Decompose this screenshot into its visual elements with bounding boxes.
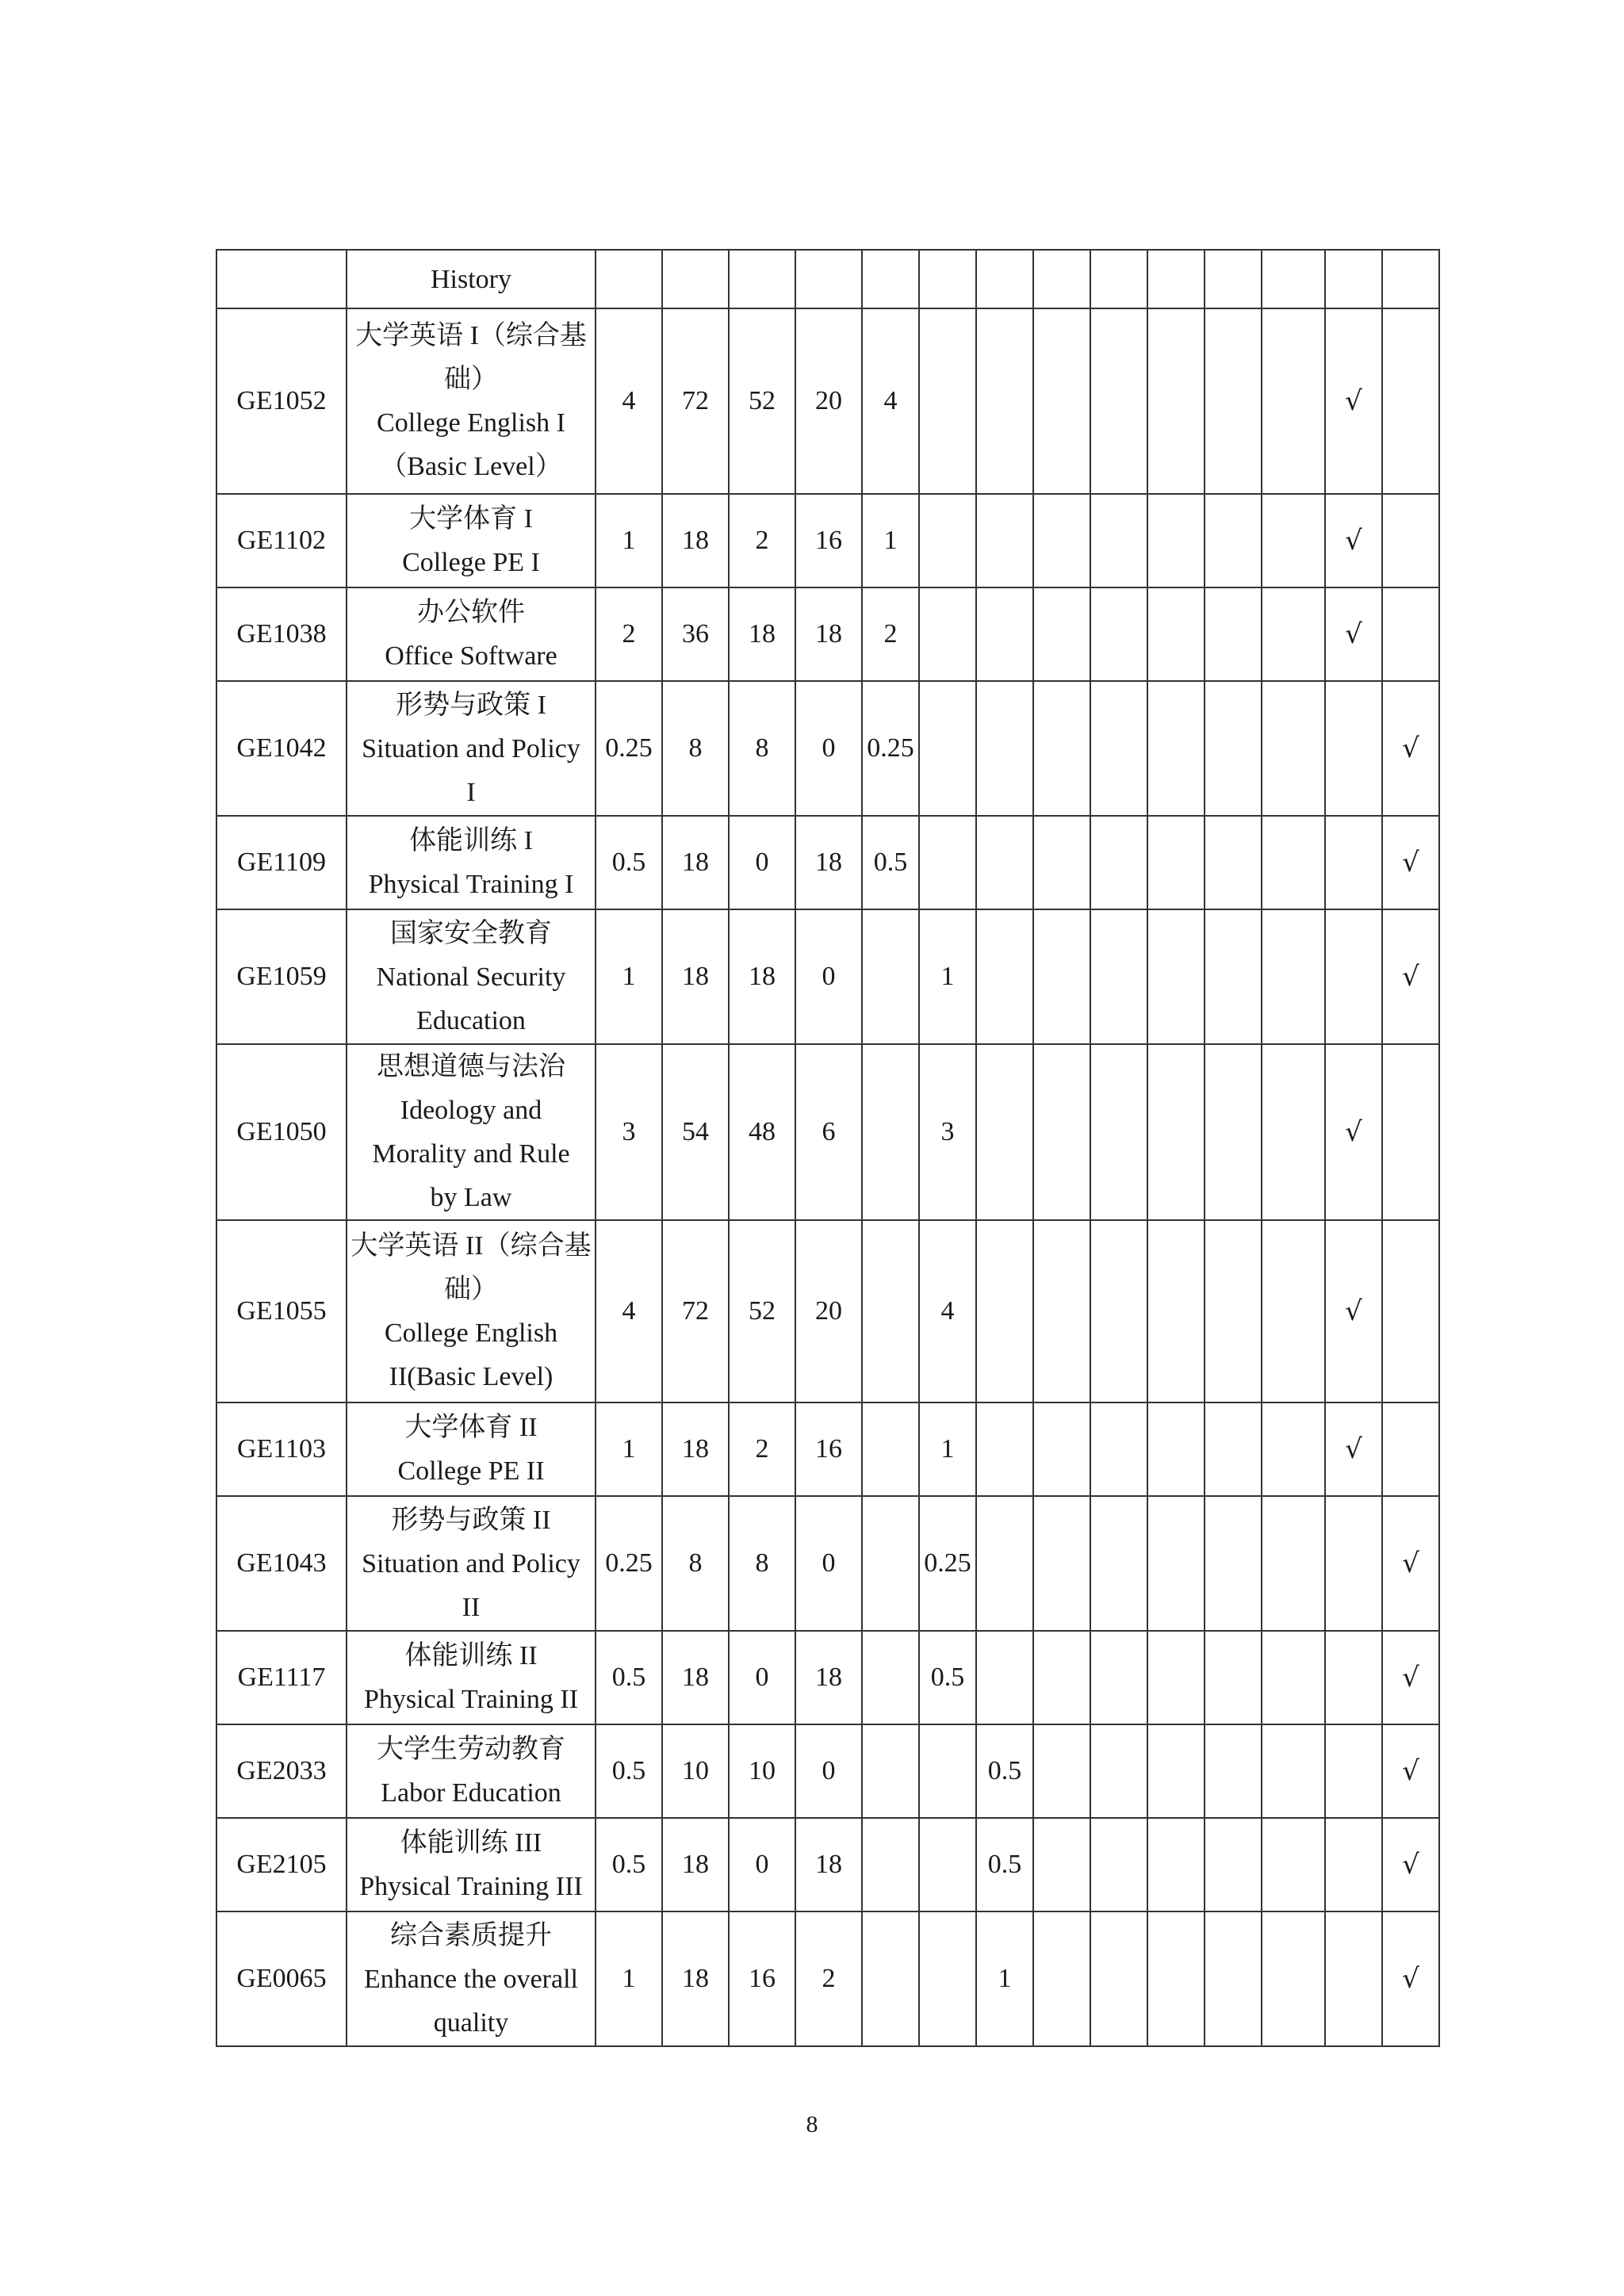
value-cell: 4: [919, 1220, 976, 1402]
value-cell: 0: [729, 1818, 795, 1911]
value-cell: 0.5: [976, 1818, 1033, 1911]
course-name-line: College English: [384, 1318, 558, 1348]
value-cell: 0: [795, 681, 862, 816]
value-cell: [1382, 1220, 1439, 1402]
check-mark-cell: √: [1382, 1724, 1439, 1818]
value-cell: [1090, 909, 1147, 1044]
value-cell: [1262, 308, 1325, 494]
course-name-line: College English I: [377, 408, 565, 438]
value-cell: [1033, 250, 1090, 308]
value-cell: 18: [795, 816, 862, 909]
value-cell: 0.25: [919, 1496, 976, 1631]
value-cell: 0: [729, 816, 795, 909]
value-cell: [919, 494, 976, 587]
value-cell: 0.5: [862, 816, 919, 909]
course-name-line: National Security: [376, 962, 566, 992]
value-cell: [862, 1724, 919, 1818]
value-cell: [1262, 1818, 1325, 1911]
value-cell: [1147, 681, 1205, 816]
value-cell: [1325, 1911, 1382, 2046]
value-cell: [919, 250, 976, 308]
value-cell: [1262, 1044, 1325, 1220]
value-cell: [1147, 909, 1205, 1044]
value-cell: [976, 1402, 1033, 1496]
course-name-cell: [347, 250, 596, 308]
course-name-line: I: [466, 777, 476, 807]
course-name-line: （Basic Level）: [380, 452, 562, 481]
value-cell: [662, 250, 729, 308]
course-name-line: 大学体育 I: [409, 504, 533, 534]
table-row: [216, 1044, 1439, 1220]
value-cell: [1147, 1496, 1205, 1631]
course-name-cell: [347, 1631, 596, 1724]
course-name-line: 大学体育 II: [404, 1413, 538, 1442]
value-cell: [1033, 1631, 1090, 1724]
value-cell: [862, 909, 919, 1044]
value-cell: [862, 1631, 919, 1724]
value-cell: [976, 308, 1033, 494]
value-cell: [1382, 587, 1439, 681]
value-cell: [1090, 494, 1147, 587]
value-cell: [1205, 308, 1262, 494]
check-mark-cell: √: [1325, 1044, 1382, 1220]
value-cell: [1205, 1631, 1262, 1724]
value-cell: 18: [795, 1818, 862, 1911]
value-cell: 4: [596, 1220, 662, 1402]
value-cell: [1090, 1818, 1147, 1911]
value-cell: [1205, 1724, 1262, 1818]
course-code-cell: GE1038: [216, 587, 347, 681]
course-name-cell: [347, 816, 596, 909]
course-code-cell: GE1050: [216, 1044, 347, 1220]
check-mark-cell: √: [1325, 308, 1382, 494]
value-cell: [1090, 1220, 1147, 1402]
value-cell: [1147, 1818, 1205, 1911]
value-cell: [862, 1911, 919, 2046]
value-cell: [919, 1818, 976, 1911]
value-cell: 0.5: [596, 1724, 662, 1818]
course-name-line: 国家安全教育: [390, 918, 552, 948]
course-code-cell: GE2105: [216, 1818, 347, 1911]
table-row: [216, 681, 1439, 816]
check-mark-cell: √: [1325, 1402, 1382, 1496]
value-cell: 18: [795, 587, 862, 681]
value-cell: [729, 250, 795, 308]
course-name-line: 形势与政策 I: [396, 690, 546, 720]
value-cell: [862, 1402, 919, 1496]
value-cell: [1147, 1631, 1205, 1724]
course-code-cell: GE1117: [216, 1631, 347, 1724]
value-cell: [1262, 1496, 1325, 1631]
value-cell: [1033, 681, 1090, 816]
value-cell: [1262, 250, 1325, 308]
value-cell: [1147, 1402, 1205, 1496]
value-cell: [1382, 1402, 1439, 1496]
value-cell: [976, 816, 1033, 909]
value-cell: 1: [596, 494, 662, 587]
value-cell: [1325, 909, 1382, 1044]
course-name-line: quality: [433, 2007, 509, 2038]
course-name-line: Physical Training I: [368, 870, 574, 899]
value-cell: [795, 250, 862, 308]
value-cell: [1090, 1911, 1147, 2046]
course-table-body: [216, 250, 1439, 2046]
value-cell: [1205, 250, 1262, 308]
course-name-cell: [347, 1044, 596, 1220]
course-name-line: 体能训练 I: [409, 826, 533, 855]
value-cell: [919, 587, 976, 681]
check-mark-cell: √: [1382, 1496, 1439, 1631]
value-cell: 0.5: [919, 1631, 976, 1724]
value-cell: 48: [729, 1044, 795, 1220]
value-cell: 0.5: [596, 816, 662, 909]
value-cell: [1033, 1220, 1090, 1402]
value-cell: [1262, 1724, 1325, 1818]
course-name-cell: [347, 1911, 596, 2046]
course-code-cell: GE1055: [216, 1220, 347, 1402]
value-cell: [1262, 1220, 1325, 1402]
course-name-line: College PE II: [397, 1456, 545, 1486]
course-code-cell: GE1042: [216, 681, 347, 816]
course-name-cell: [347, 587, 596, 681]
value-cell: 1: [862, 494, 919, 587]
course-name-line: Physical Training II: [363, 1685, 579, 1714]
table-row: [216, 1402, 1439, 1496]
value-cell: [1090, 308, 1147, 494]
table-row: [216, 308, 1439, 494]
value-cell: [1147, 587, 1205, 681]
course-code-cell: GE1102: [216, 494, 347, 587]
course-name-line: 体能训练 II: [404, 1641, 538, 1670]
course-code-cell: GE1052: [216, 308, 347, 494]
course-name-line: 形势与政策 II: [391, 1505, 551, 1535]
value-cell: [976, 681, 1033, 816]
value-cell: 1: [596, 909, 662, 1044]
course-name-line: Labor Education: [381, 1778, 561, 1808]
course-name-line: by Law: [430, 1183, 512, 1212]
course-table: [216, 249, 1440, 2047]
value-cell: 16: [795, 494, 862, 587]
value-cell: 10: [729, 1724, 795, 1818]
check-mark-cell: √: [1325, 1220, 1382, 1402]
value-cell: [1033, 587, 1090, 681]
check-mark-cell: √: [1382, 1631, 1439, 1724]
table-row: [216, 909, 1439, 1044]
value-cell: [1147, 494, 1205, 587]
course-name-line: 体能训练 III: [400, 1828, 542, 1858]
course-name-line: Morality and Rule: [372, 1139, 570, 1169]
value-cell: [1090, 1044, 1147, 1220]
value-cell: [1147, 816, 1205, 909]
course-name-cell: [347, 1818, 596, 1911]
value-cell: [919, 1911, 976, 2046]
value-cell: [1147, 1911, 1205, 2046]
value-cell: [1262, 1631, 1325, 1724]
course-name-line: II(Basic Level): [389, 1362, 553, 1391]
course-name-line: College PE I: [402, 548, 540, 577]
value-cell: [1033, 816, 1090, 909]
value-cell: 0: [795, 1724, 862, 1818]
check-mark-cell: √: [1325, 587, 1382, 681]
value-cell: 3: [596, 1044, 662, 1220]
value-cell: 72: [662, 1220, 729, 1402]
value-cell: 1: [596, 1911, 662, 2046]
value-cell: [1033, 1044, 1090, 1220]
value-cell: [919, 1724, 976, 1818]
value-cell: [1205, 1220, 1262, 1402]
value-cell: [596, 250, 662, 308]
value-cell: 18: [662, 1402, 729, 1496]
value-cell: [1090, 1724, 1147, 1818]
value-cell: 0.25: [862, 681, 919, 816]
value-cell: [919, 681, 976, 816]
value-cell: 1: [596, 1402, 662, 1496]
course-name-cell: [347, 1220, 596, 1402]
value-cell: 1: [976, 1911, 1033, 2046]
value-cell: 10: [662, 1724, 729, 1818]
course-name-line: 大学英语 I（综合基: [355, 321, 587, 350]
value-cell: [1262, 816, 1325, 909]
check-mark-cell: √: [1382, 681, 1439, 816]
value-cell: [862, 250, 919, 308]
value-cell: [1205, 1911, 1262, 2046]
value-cell: 8: [729, 1496, 795, 1631]
course-name-line: History: [431, 264, 511, 294]
value-cell: [1033, 308, 1090, 494]
value-cell: [1262, 587, 1325, 681]
value-cell: 3: [919, 1044, 976, 1220]
table-row: [216, 1220, 1439, 1402]
value-cell: 0.5: [976, 1724, 1033, 1818]
value-cell: [1033, 1496, 1090, 1631]
value-cell: [1262, 1911, 1325, 2046]
value-cell: [1205, 816, 1262, 909]
value-cell: 20: [795, 1220, 862, 1402]
value-cell: [919, 308, 976, 494]
course-name-line: Education: [416, 1005, 526, 1035]
course-name-line: Physical Training III: [359, 1872, 583, 1901]
value-cell: 16: [795, 1402, 862, 1496]
value-cell: [1262, 681, 1325, 816]
value-cell: [1090, 1496, 1147, 1631]
value-cell: [1033, 1724, 1090, 1818]
check-mark-cell: √: [1382, 816, 1439, 909]
course-code-cell: GE1043: [216, 1496, 347, 1631]
table-row: [216, 587, 1439, 681]
value-cell: [862, 1496, 919, 1631]
course-name-cell: [347, 1496, 596, 1631]
value-cell: 18: [729, 587, 795, 681]
value-cell: [1205, 909, 1262, 1044]
table-row: [216, 1631, 1439, 1724]
value-cell: [862, 1044, 919, 1220]
value-cell: 4: [862, 308, 919, 494]
value-cell: 8: [662, 681, 729, 816]
check-mark-cell: √: [1325, 494, 1382, 587]
value-cell: 6: [795, 1044, 862, 1220]
value-cell: 18: [662, 1818, 729, 1911]
value-cell: 8: [662, 1496, 729, 1631]
course-name-line: Ideology and: [400, 1096, 542, 1125]
value-cell: [1033, 1911, 1090, 2046]
value-cell: [1382, 1044, 1439, 1220]
value-cell: [1205, 1044, 1262, 1220]
check-mark-cell: √: [1382, 1911, 1439, 2046]
value-cell: [1382, 308, 1439, 494]
value-cell: [976, 587, 1033, 681]
table-row: [216, 1818, 1439, 1911]
value-cell: 16: [729, 1911, 795, 2046]
value-cell: [1325, 1818, 1382, 1911]
value-cell: 2: [862, 587, 919, 681]
value-cell: 0.25: [596, 681, 662, 816]
check-mark-cell: √: [1382, 1818, 1439, 1911]
value-cell: 0: [795, 1496, 862, 1631]
course-name-line: 综合素质提升: [390, 1920, 552, 1950]
value-cell: [1382, 494, 1439, 587]
table-row: [216, 816, 1439, 909]
value-cell: 18: [662, 1631, 729, 1724]
value-cell: [1325, 1496, 1382, 1631]
value-cell: [1325, 681, 1382, 816]
course-name-line: 础）: [444, 365, 498, 394]
value-cell: [1382, 250, 1439, 308]
value-cell: [1205, 1402, 1262, 1496]
value-cell: [1205, 1496, 1262, 1631]
course-code-cell: GE1103: [216, 1402, 347, 1496]
course-name-line: 思想道德与法治: [377, 1052, 565, 1081]
value-cell: [1090, 587, 1147, 681]
value-cell: [1090, 816, 1147, 909]
value-cell: [1205, 587, 1262, 681]
value-cell: [1147, 250, 1205, 308]
value-cell: [1262, 494, 1325, 587]
page-number: 8: [806, 2111, 818, 2137]
value-cell: 0: [729, 1631, 795, 1724]
course-name-cell: [347, 909, 596, 1044]
course-name-line: Office Software: [385, 641, 557, 671]
value-cell: 0.5: [596, 1818, 662, 1911]
course-code-cell: GE1109: [216, 816, 347, 909]
value-cell: [1262, 1402, 1325, 1496]
value-cell: [1325, 1631, 1382, 1724]
table-row: [216, 494, 1439, 587]
value-cell: 54: [662, 1044, 729, 1220]
table-row: [216, 1724, 1439, 1818]
value-cell: 18: [795, 1631, 862, 1724]
table-row: [216, 1911, 1439, 2046]
value-cell: [1205, 494, 1262, 587]
value-cell: 52: [729, 1220, 795, 1402]
value-cell: [1147, 1220, 1205, 1402]
value-cell: [1090, 250, 1147, 308]
value-cell: [1205, 681, 1262, 816]
value-cell: [1325, 250, 1382, 308]
value-cell: [1325, 1724, 1382, 1818]
value-cell: [919, 816, 976, 909]
value-cell: [1090, 681, 1147, 816]
course-name-cell: [347, 1724, 596, 1818]
value-cell: [976, 1044, 1033, 1220]
value-cell: 1: [919, 909, 976, 1044]
value-cell: [1033, 1402, 1090, 1496]
value-cell: [1090, 1631, 1147, 1724]
value-cell: [1147, 1044, 1205, 1220]
course-name-cell: [347, 1402, 596, 1496]
value-cell: 36: [662, 587, 729, 681]
value-cell: [1147, 308, 1205, 494]
value-cell: 72: [662, 308, 729, 494]
value-cell: 52: [729, 308, 795, 494]
value-cell: 8: [729, 681, 795, 816]
value-cell: [976, 1220, 1033, 1402]
course-code-cell: [216, 250, 347, 308]
value-cell: [1033, 1818, 1090, 1911]
course-name-cell: [347, 308, 596, 494]
check-mark-cell: √: [1382, 909, 1439, 1044]
value-cell: [862, 1818, 919, 1911]
course-name-line: Enhance the overall: [364, 1964, 578, 1994]
value-cell: [1205, 1818, 1262, 1911]
table-row: [216, 1496, 1439, 1631]
value-cell: 2: [729, 1402, 795, 1496]
value-cell: [976, 909, 1033, 1044]
value-cell: [1262, 909, 1325, 1044]
value-cell: [976, 494, 1033, 587]
course-code-cell: GE1059: [216, 909, 347, 1044]
value-cell: 2: [729, 494, 795, 587]
value-cell: 4: [596, 308, 662, 494]
value-cell: 18: [729, 909, 795, 1044]
course-name-line: 础）: [444, 1275, 498, 1304]
value-cell: [1147, 1724, 1205, 1818]
course-name-cell: [347, 494, 596, 587]
value-cell: [1033, 494, 1090, 587]
course-name-line: Situation and Policy: [362, 733, 580, 763]
value-cell: [1090, 1402, 1147, 1496]
value-cell: 18: [662, 909, 729, 1044]
value-cell: [1325, 816, 1382, 909]
table-row: [216, 250, 1439, 308]
course-name-line: II: [462, 1592, 481, 1622]
course-name-line: Situation and Policy: [362, 1548, 580, 1578]
course-name-line: 大学英语 II（综合基: [350, 1231, 592, 1261]
value-cell: 0.25: [596, 1496, 662, 1631]
value-cell: 1: [919, 1402, 976, 1496]
value-cell: [1033, 909, 1090, 1044]
course-name-cell: [347, 681, 596, 816]
value-cell: 18: [662, 816, 729, 909]
value-cell: 0: [795, 909, 862, 1044]
value-cell: 2: [795, 1911, 862, 2046]
value-cell: [862, 1220, 919, 1402]
course-code-cell: GE0065: [216, 1911, 347, 2046]
course-name-line: 大学生劳动教育: [377, 1735, 565, 1764]
course-code-cell: GE2033: [216, 1724, 347, 1818]
value-cell: 18: [662, 494, 729, 587]
value-cell: [976, 1496, 1033, 1631]
course-name-line: 办公软件: [417, 598, 525, 627]
value-cell: 0.5: [596, 1631, 662, 1724]
value-cell: [976, 1631, 1033, 1724]
value-cell: 2: [596, 587, 662, 681]
value-cell: [976, 250, 1033, 308]
value-cell: 20: [795, 308, 862, 494]
value-cell: 18: [662, 1911, 729, 2046]
